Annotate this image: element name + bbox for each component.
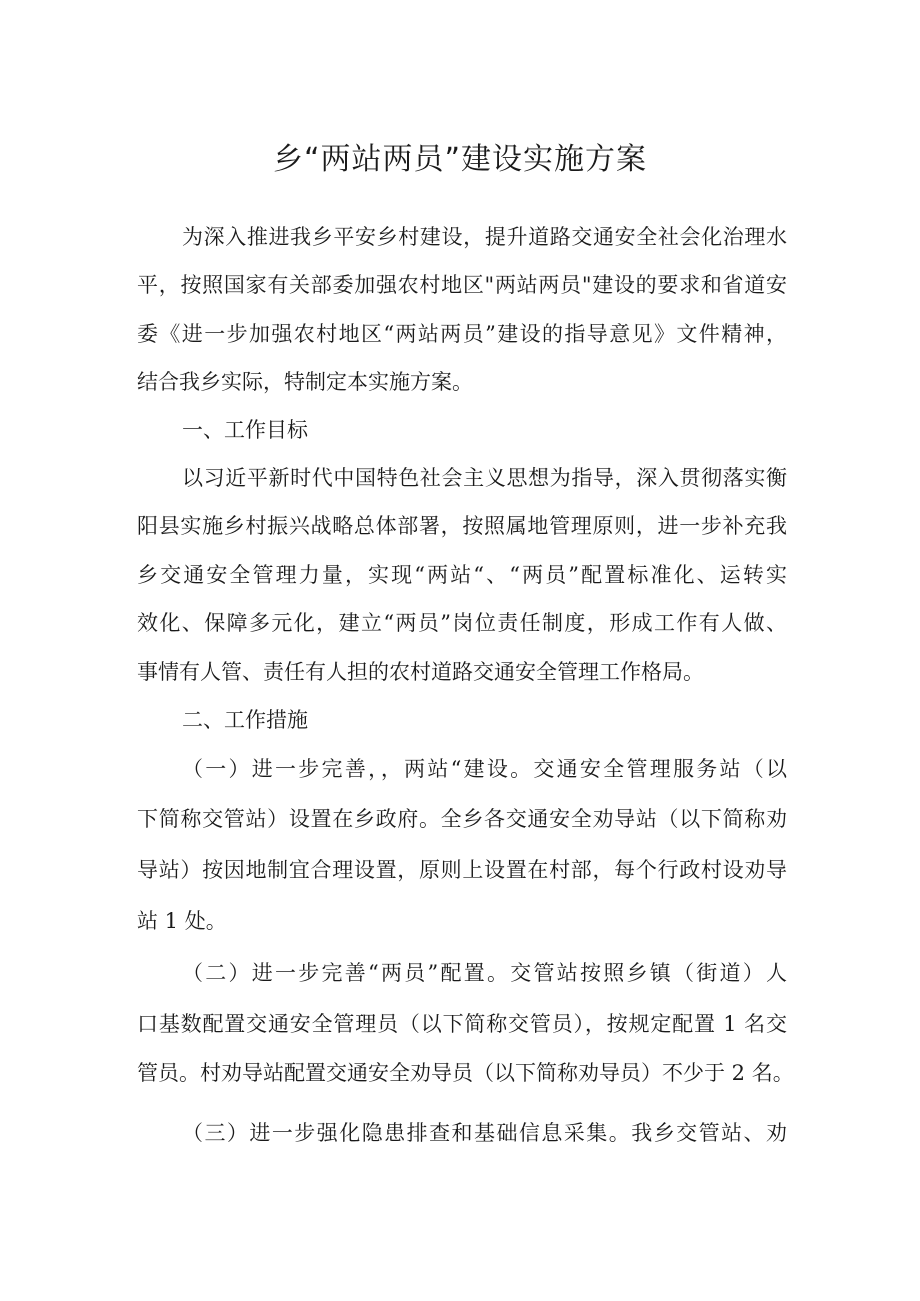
section-heading-measures: 二、工作措施	[182, 708, 308, 732]
measure1-line-3: 导站）按因地制宜合理设置，原则上设置在村部，每个行政村设劝导	[137, 858, 787, 882]
measure1-line-1: （一）进一步完善，，两站“建设。交通安全管理服务站（以	[182, 757, 787, 781]
intro-line-4: 结合我乡实际，特制定本实施方案。	[137, 370, 473, 394]
measure1-line-4: 站 1 处。	[137, 909, 227, 933]
document-title: 乡“两站两员”建设实施方案	[272, 142, 648, 177]
intro-line-2: 平，按照国家有关部委加强农村地区"两站两员"建设的要求和省道安	[137, 273, 787, 297]
measure2-line-2: 口基数配置交通安全管理员（以下简称交管员），按规定配置 1 名交	[137, 1012, 787, 1036]
goals-line-5: 事情有人管、责任有人担的农村道路交通安全管理工作格局。	[137, 660, 704, 684]
measure2-line-3: 管员。村劝导站配置交通安全劝导员（以下简称劝导员）不少于 2 名。	[137, 1061, 794, 1085]
goals-line-1: 以习近平新时代中国特色社会主义思想为指导，深入贯彻落实衡	[182, 466, 787, 490]
goals-line-3: 乡交通安全管理力量，实现“两站“、“两员”配置标准化、运转实	[137, 563, 787, 587]
measure3-line-1: （三）进一步强化隐患排查和基础信息采集。我乡交管站、劝	[182, 1121, 787, 1145]
measure1-line-2: 下简称交管站）设置在乡政府。全乡各交通安全劝导站（以下简称劝	[137, 807, 787, 831]
goals-line-4: 效化、保障多元化，建立“两员”岗位责任制度，形成工作有人做、	[137, 611, 787, 635]
goals-line-2: 阳县实施乡村振兴战略总体部署，按照属地管理原则，进一步补充我	[137, 514, 787, 538]
measure2-line-1: （二）进一步完善“两员”配置。交管站按照乡镇（街道）人	[182, 961, 787, 985]
section-heading-goals: 一、工作目标	[182, 418, 308, 442]
intro-line-3: 委《进一步加强农村地区“两站两员”建设的指导意见》文件精神，	[137, 322, 787, 346]
intro-line-1: 为深入推进我乡平安乡村建设，提升道路交通安全社会化治理水	[182, 225, 787, 249]
